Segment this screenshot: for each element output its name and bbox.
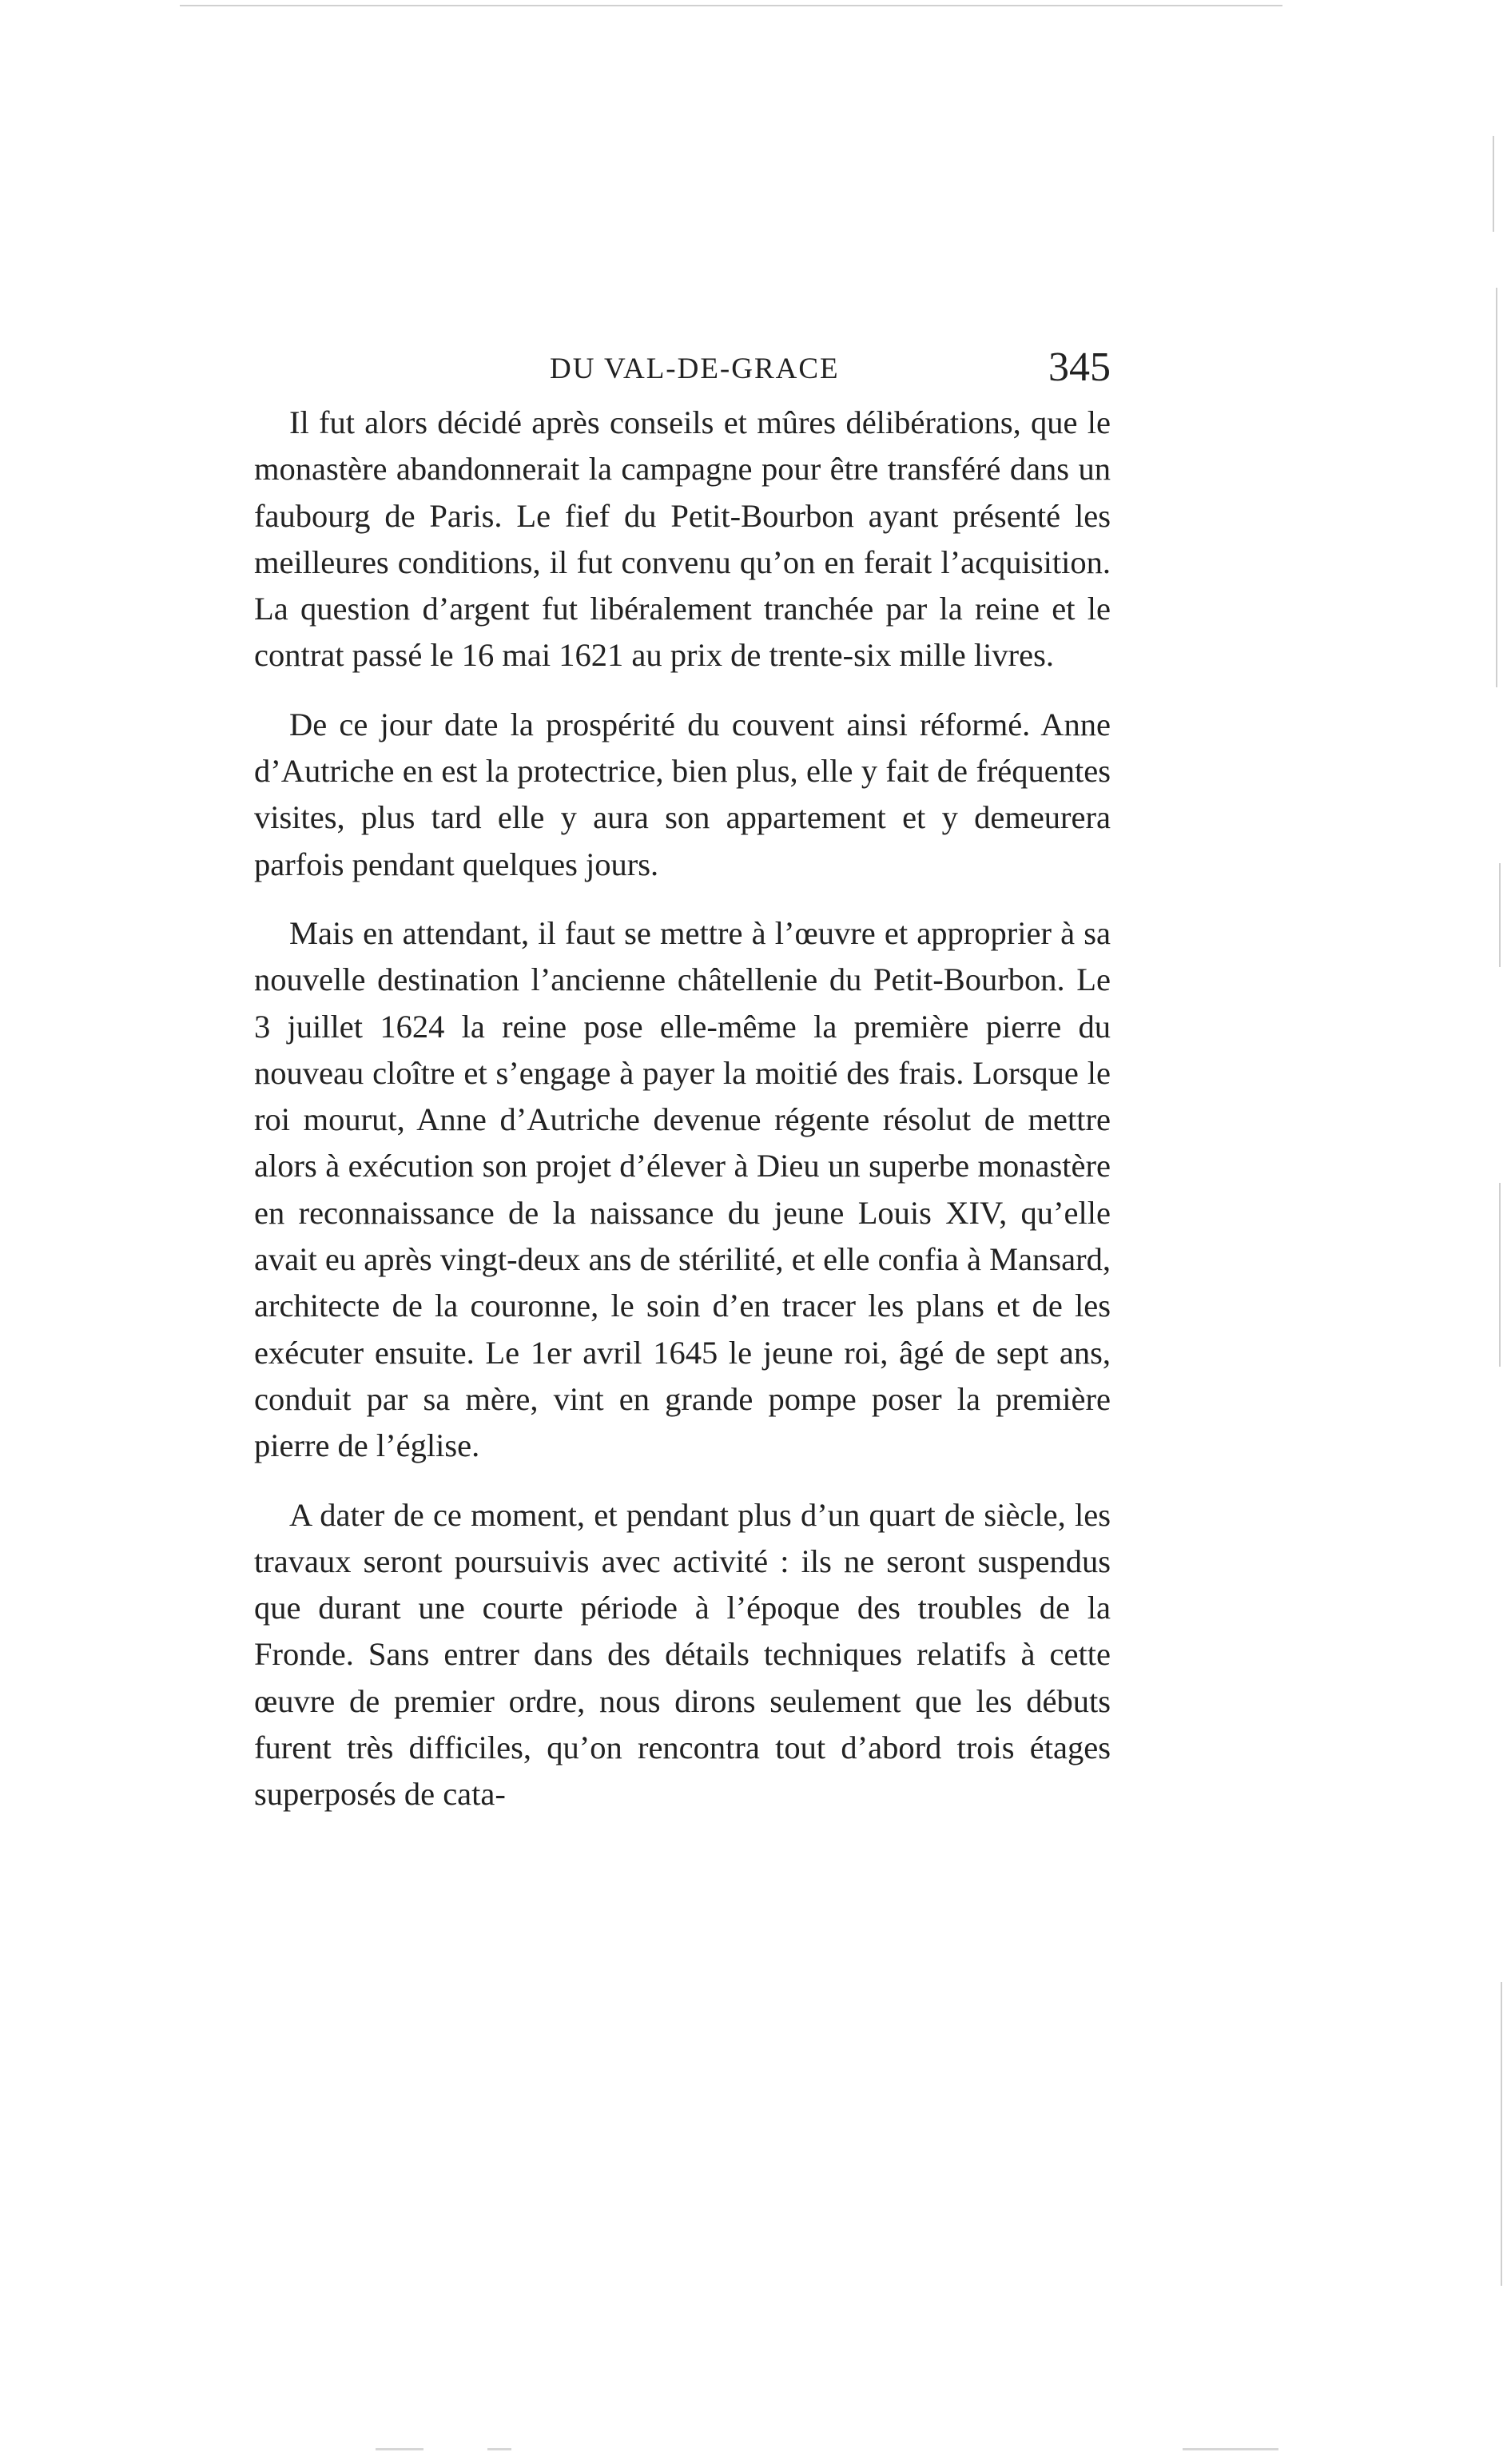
paragraph: Il fut alors décidé après conseils et mûres délibérations, que le monastère abandonnerait la campagne pour être transféré dans un faubourg de Paris. Le fief du Petit-Bourbon ayant présenté les meilleures conditions, il fut convenu qu’on en ferait l’acquisition. La question d’argent fut libéralement tranchée par la reine et le contrat passé le 16 mai 1621 au prix de trente-six mille livres. bbox=[254, 404, 1111, 674]
bottom-scan-mark bbox=[376, 2448, 423, 2450]
right-edge-mark bbox=[1493, 136, 1494, 232]
right-edge-mark bbox=[1499, 863, 1501, 967]
right-edge-mark bbox=[1496, 288, 1497, 687]
body-text bbox=[254, 400, 1111, 1841]
page-number: 345 bbox=[1048, 344, 1111, 390]
bottom-scan-mark bbox=[487, 2448, 511, 2450]
paragraph: De ce jour date la prospérité du couvent ainsi réformé. Anne d’Autriche en est la protectrice, bien plus, elle y fait de fréquentes visites, plus tard elle y aura son appartement et y demeurera parfois pendant quelques jours. bbox=[254, 706, 1111, 882]
top-scan-rule bbox=[180, 5, 1282, 6]
paragraph: A dater de ce moment, et pendant plus d’un quart de siècle, les travaux seront poursuivis avec activité : ils ne seront suspendus que durant une courte période à l’époque des troubles de la Fronde. Sans entrer dans des détails techniques relatifs à cette œuvre de premier ordre, nous dirons seulement que les débuts furent très difficiles, qu’on rencontra tout d’abord trois étages superposés de cata- bbox=[254, 1496, 1111, 1813]
right-edge-mark bbox=[1499, 1183, 1501, 1367]
right-edge-mark bbox=[1501, 1982, 1502, 2286]
running-title: DU VAL-DE-GRACE bbox=[550, 352, 840, 385]
paragraph: Mais en attendant, il faut se mettre à l’œuvre et approprier à sa nouvelle destination l’ancienne châtellenie du Petit-Bourbon. Le 3 juillet 1624 la reine pose elle-même la première pierre du nouveau cloître et s’engage à payer la moitié des frais. Lorsque le roi mourut, Anne d’Autriche devenue régente résolut de mettre alors à exécution son projet d’élever à Dieu un superbe monastère en reconnaissance de la naissance du jeune Louis XIV, qu’elle avait eu après vingt-deux ans de stérilité, et elle confia à Mansard, architecte de la couronne, le soin d’en tracer les plans et de les exécuter ensuite. Le 1er avril 1645 le jeune roi, âgé de sept ans, conduit par sa mère, vint en grande pompe poser la première pierre de l’église. bbox=[254, 914, 1111, 1464]
page-header bbox=[254, 342, 1111, 395]
bottom-scan-mark bbox=[1183, 2448, 1278, 2450]
